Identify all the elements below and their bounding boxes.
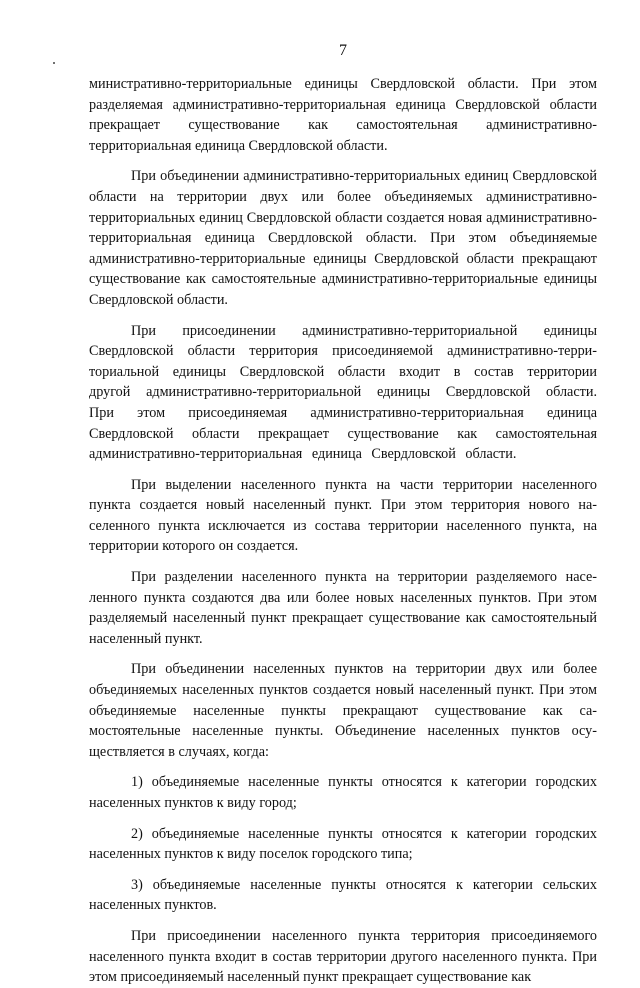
paragraph: При объединении административно-территориальных единиц Свердловской области на территории двух или более объединяемых административно-территориальных единиц Свердловской области создается новая административно-территориальная единица Свердловской области. При этом объединяемые административно-территориальные единицы Свердловской области прекращают существование как самостоятельные административно-территориальные единицы Свердловской области.	[89, 168, 597, 308]
paragraph: При присоединении административно-территориальной единицы Свердловской области территория присоединяемой административно-территориальной единицы Свердловской области входит в состав территории другой административно-территориальной единицы Свердловской области. При этом присоединяемая административно-территориальная единица Свердловской области прекращает существование как самостоятельная административно-территориальная единица Свердловской области.	[89, 322, 597, 463]
list-item: 1) объединяемые населенные пункты относятся к категории городских населенных пунктов к виду город;	[89, 774, 597, 811]
paragraph: При присоединении населенного пункта территория присоединяемого населенного пункта входит в состав территории другого населенного пункта. При этом присоединяемый населенный пункт прекращает существование как	[89, 927, 597, 986]
list-item: 2) объединяемые населенные пункты относятся к категории городских населенных пунктов к виду поселок городского типа;	[89, 825, 597, 863]
paragraph: министративно-территориальные единицы Свердловской области. При этом разделяемая административно-территориальная единица Свердловской области прекращает существование как самостоятельная административно-территориальная единица Свердловской области.	[89, 76, 597, 154]
paragraph: При выделении населенного пункта на части территории населенного пункта создается новый населенный пункт. При этом территория нового населенного пункта исключается из состава территории населенного пункта, на территории которого он создается.	[89, 476, 597, 555]
list-item: 3) объединяемые населенные пункты относятся к категории сельских населенных пунктов.	[89, 876, 597, 914]
paragraph: При объединении населенных пунктов на территории двух или более объединяемых населенных пунктов создается новый населенный пункт. При этом объединяемые населенные пункты прекращают существование как самостоятельные населенные пункты. Объединение населенных пунктов осуществляется в случаях, когда:	[89, 661, 597, 760]
paragraph: При разделении населенного пункта на территории разделяемого населенного пункта создаются два или более новых населенных пунктов. При этом разделяемый населенный пункт прекращает существование как самостоятельный населенный пункт.	[89, 569, 597, 647]
page-number: 7	[339, 42, 347, 59]
scan-speck	[53, 62, 55, 64]
document-body	[89, 74, 597, 988]
